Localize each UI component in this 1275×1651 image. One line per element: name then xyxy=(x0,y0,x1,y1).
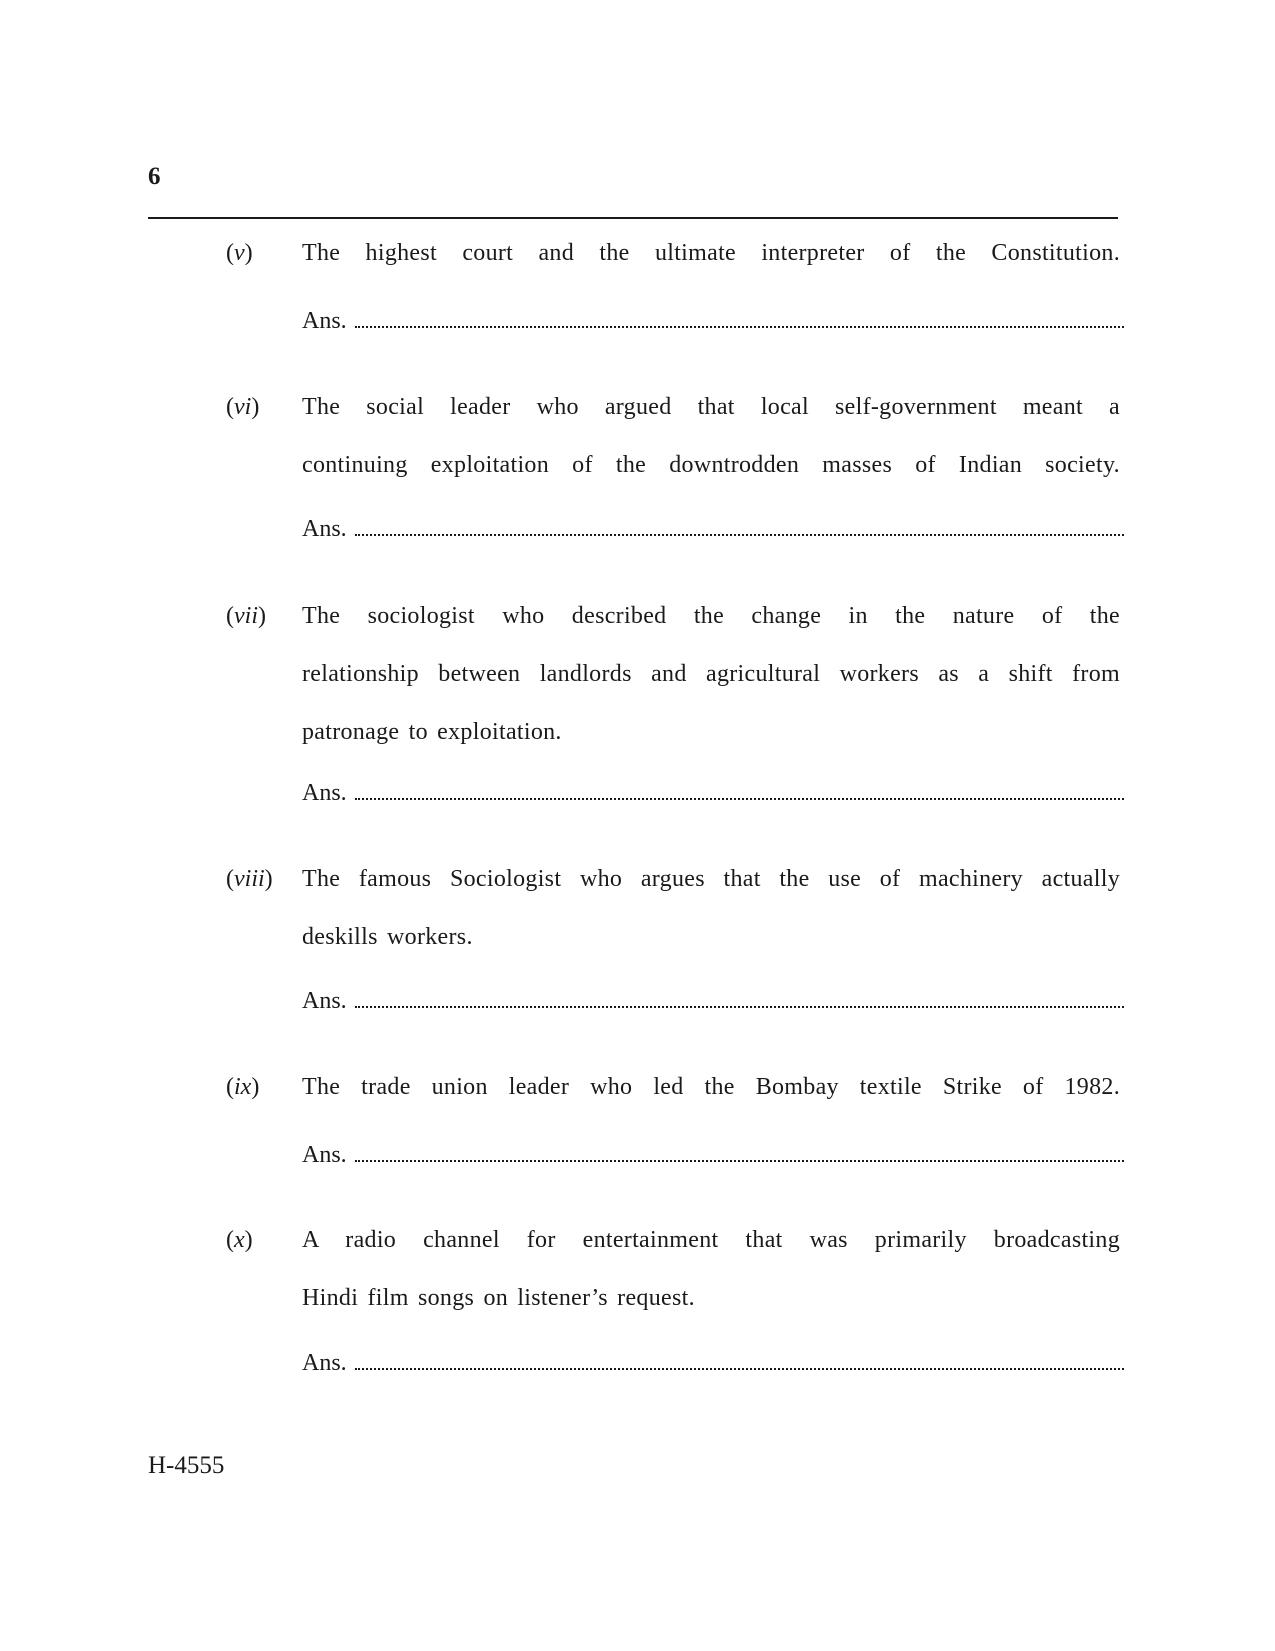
question-line: The trade union leader who led the Bombay textile Strike of 1982. xyxy=(302,1074,1120,1100)
question-line: Hindi film songs on listener’s request. xyxy=(302,1285,695,1311)
question-number: (ix) xyxy=(226,1074,260,1100)
question-line: A radio channel for entertainment that was primarily broadcasting xyxy=(302,1227,1120,1253)
page-number: 6 xyxy=(148,163,161,190)
question-number: (vi) xyxy=(226,394,260,420)
answer-label: Ans. xyxy=(302,988,347,1014)
question-line: The highest court and the ultimate interpreter of the Constitution. xyxy=(302,240,1120,266)
answer-dotted-line[interactable] xyxy=(355,308,1124,328)
question-line: The social leader who argued that local self-government meant a xyxy=(302,394,1120,420)
question-number: (x) xyxy=(226,1227,253,1253)
question-line: The sociologist who described the change in the nature of the xyxy=(302,603,1120,629)
answer-dotted-line[interactable] xyxy=(355,516,1124,536)
question-text xyxy=(302,224,1120,282)
answer-label: Ans. xyxy=(302,516,347,542)
paper-code: H-4555 xyxy=(148,1452,225,1479)
answer-line[interactable] xyxy=(302,514,1124,544)
question-number: (vii) xyxy=(226,603,266,629)
answer-dotted-line[interactable] xyxy=(355,1350,1124,1370)
answer-label: Ans. xyxy=(302,780,347,806)
answer-label: Ans. xyxy=(302,308,347,334)
question-text xyxy=(302,850,1120,966)
question-number: (v) xyxy=(226,240,253,266)
answer-label: Ans. xyxy=(302,1142,347,1168)
answer-line[interactable] xyxy=(302,778,1124,808)
question-line: continuing exploitation of the downtrodden masses of Indian society. xyxy=(302,452,1120,478)
answer-dotted-line[interactable] xyxy=(355,1142,1124,1162)
answer-line[interactable] xyxy=(302,306,1124,336)
answer-dotted-line[interactable] xyxy=(355,988,1124,1008)
question-number: (viii) xyxy=(226,866,273,892)
header-rule xyxy=(148,217,1118,219)
answer-line[interactable] xyxy=(302,1140,1124,1170)
answer-line[interactable] xyxy=(302,986,1124,1016)
question-text xyxy=(302,378,1120,494)
question-line: relationship between landlords and agricultural workers as a shift from xyxy=(302,661,1120,687)
answer-line[interactable] xyxy=(302,1348,1124,1378)
question-text xyxy=(302,1211,1120,1327)
answer-dotted-line[interactable] xyxy=(355,780,1124,800)
question-line: deskills workers. xyxy=(302,924,473,950)
question-text xyxy=(302,587,1120,761)
question-text xyxy=(302,1058,1120,1116)
answer-label: Ans. xyxy=(302,1350,347,1376)
question-line: patronage to exploitation. xyxy=(302,719,562,745)
question-line: The famous Sociologist who argues that the use of machinery actually xyxy=(302,866,1120,892)
